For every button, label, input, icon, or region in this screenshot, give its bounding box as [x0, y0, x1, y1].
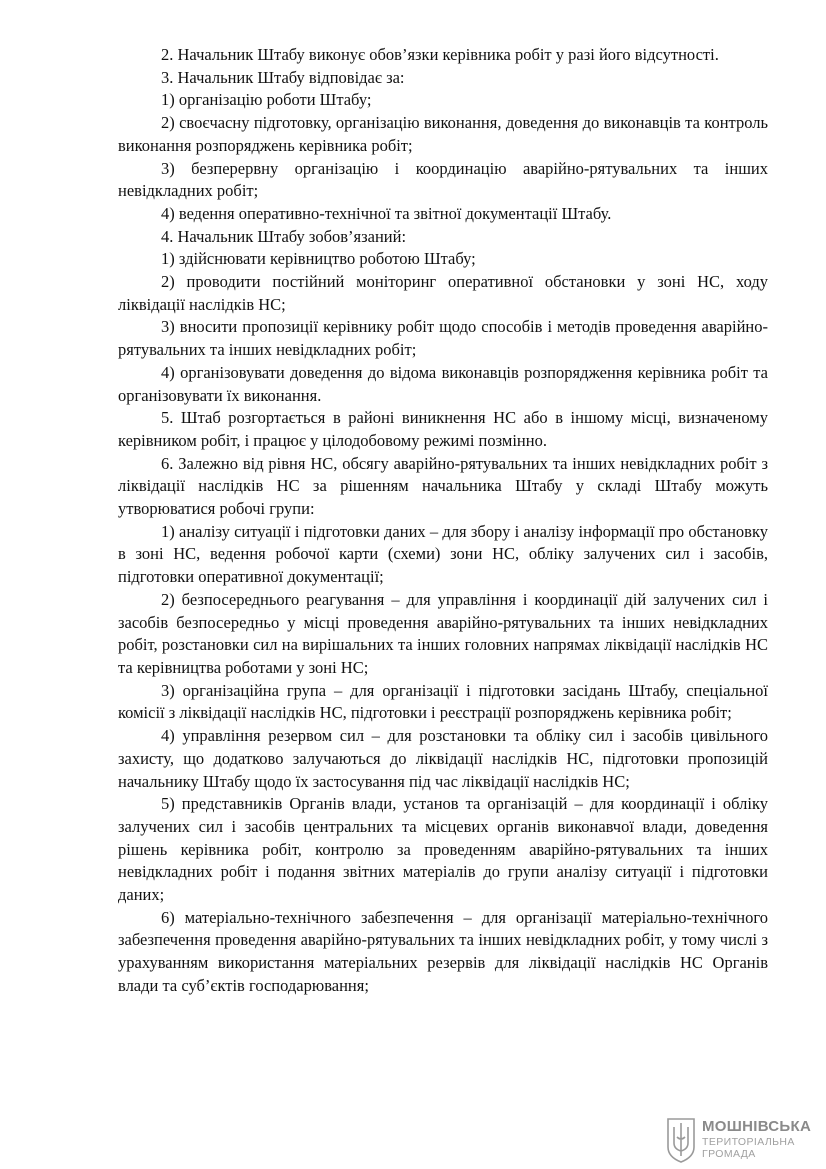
- paragraph: 1) аналізу ситуації і підготовки даних – для збору і аналізу інформації про обстановку в зоні НС, ведення робочої карти (схеми) зони НС, обліку залучених сил і засобів, підготовки оперативної документації;: [118, 521, 768, 587]
- community-logo: [666, 1117, 816, 1163]
- paragraph: 2) своєчасну підготовку, організацію виконання, доведення до виконавців та контроль виконання розпоряджень керівника робіт;: [118, 113, 768, 155]
- logo-subtitle: ГРОМАДА: [702, 1148, 756, 1160]
- paragraph: 6. Залежно від рівня НС, обсягу аварійно-рятувальних та інших невідкладних робіт з ліквідації наслідків НС за рішенням начальника Штабу у складі Штабу можуть утворюватися робочі групи:: [118, 453, 768, 519]
- paragraph: 3. Начальник Штабу відповідає за:: [161, 67, 405, 87]
- trident-emblem-icon: [666, 1117, 696, 1163]
- paragraph: 1) здійснювати керівництво роботою Штабу;: [161, 249, 476, 269]
- document-body: [118, 44, 768, 998]
- paragraph: 1) організацію роботи Штабу;: [161, 90, 372, 110]
- paragraph: 6) матеріально-технічного забезпечення – для організації матеріально-технічного забезпечення проведення аварійно-рятувальних та інших невідкладних робіт, у тому числі з урахуванням використання матеріальних резервів для ліквідації наслідків НС Органів влади та суб’єктів господарювання;: [118, 907, 768, 995]
- paragraph: 3) вносити пропозиції керівнику робіт щодо способів і методів проведення аварійно-рятувальних та інших невідкладних робіт;: [118, 317, 768, 360]
- logo-title: МОШНІВСЬКА: [702, 1118, 812, 1135]
- paragraph: 2) безпосереднього реагування – для управління і координації дій залучених сил і засобів безпосередньо у місці проведення аварійно-рятувальних та інших невідкладних робіт, розстановки сил на вирішальних та інших головних напрямах ліквідації наслідків НС та керівництва роботами у зоні НС;: [118, 589, 768, 677]
- paragraph: 2. Начальник Штабу виконує обов’язки керівника робіт у разі його відсутності.: [161, 45, 719, 64]
- paragraph: 4) організовувати доведення до відома виконавців розпорядження керівника робіт та організовувати їх виконання.: [118, 362, 768, 405]
- paragraph: 2) проводити постійний моніторинг оперативної обстановки у зоні НС, ходу ліквідації наслідків НС;: [118, 272, 768, 314]
- paragraph: 5. Штаб розгортається в районі виникнення НС або в іншому місці, визначеному керівником робіт, і працює у цілодобовому режимі позмінно.: [118, 408, 768, 450]
- paragraph: 3) безперервну організацію і координацію аварійно-рятувальних та інших невідкладних робіт;: [118, 158, 768, 201]
- paragraph: 4) управління резервом сил – для розстановки та обліку сил і засобів цивільного захисту, що додатково залучаються до ліквідації наслідків НС, підготовки пропозицій начальнику Штабу щодо їх застосування під час ліквідації наслідків НС;: [118, 726, 768, 791]
- paragraph: 3) організаційна група – для організації і підготовки засідань Штабу, спеціальної комісії з ліквідації наслідків НС, підготовки і реєстрації розпоряджень керівника робіт;: [118, 680, 768, 723]
- logo-subtitle: ТЕРИТОРІАЛЬНА: [702, 1136, 795, 1148]
- paragraph: 5) представників Органів влади, установ та організацій – для координації і обліку залучених сил і засобів центральних та місцевих органів виконавчої влади, доведення рішень керівника робіт, контролю за проведенням аварійно-рятувальних та інших невідкладних робіт і подання звітних матеріалів до групи аналізу ситуації і підготовки даних;: [118, 794, 768, 905]
- paragraph: 4. Начальник Штабу зобов’язаний:: [161, 226, 407, 246]
- paragraph: 4) ведення оперативно-технічної та звітної документації Штабу.: [161, 203, 612, 223]
